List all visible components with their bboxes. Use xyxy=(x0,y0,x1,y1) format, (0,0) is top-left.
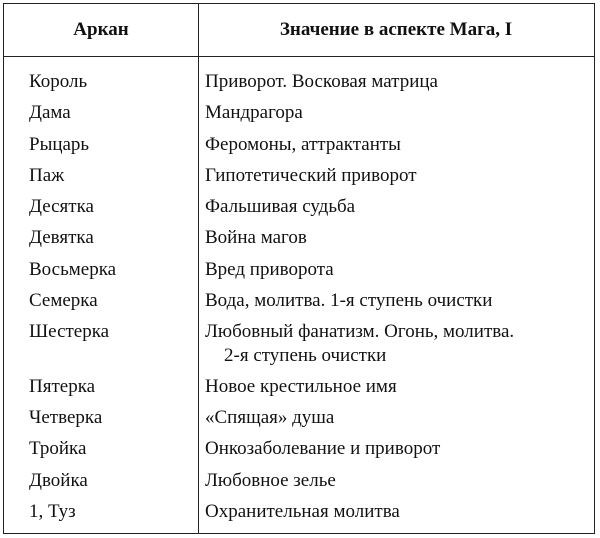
header-rule xyxy=(4,56,594,57)
arcan-cell: Девятка xyxy=(29,227,94,249)
table-row xyxy=(4,465,594,496)
table-row xyxy=(4,496,594,527)
arcan-cell: Король xyxy=(29,71,88,92)
arcan-cell: Шестерка xyxy=(29,321,110,343)
table-row xyxy=(4,222,594,253)
meaning-cell: Охранительная молитва xyxy=(205,500,400,522)
arcan-cell: Паж xyxy=(29,164,65,186)
arcana-table xyxy=(3,3,595,534)
table-row xyxy=(4,402,594,433)
arcan-cell: Двойка xyxy=(29,469,88,491)
header-arcan: Аркан xyxy=(73,19,129,40)
table-row xyxy=(4,316,594,367)
arcan-cell: Тройка xyxy=(29,438,87,460)
table-body xyxy=(4,66,594,527)
meaning-cell: Вред приворота xyxy=(205,258,334,280)
arcan-cell: Дама xyxy=(29,102,71,124)
arcan-cell: Четверка xyxy=(29,406,103,428)
table-row xyxy=(4,97,594,128)
meaning-cell: Война магов xyxy=(205,227,307,249)
meaning-cell: Новое крестильное имя xyxy=(205,375,397,397)
arcan-cell: Пятерка xyxy=(29,375,96,397)
table-row xyxy=(4,433,594,464)
arcan-cell: Рыцарь xyxy=(29,133,90,155)
meaning-cell: Любовный фанатизм. Огонь, молитва. xyxy=(205,321,515,343)
table-row xyxy=(4,191,594,222)
meaning-cell: Онкозаболевание и приворот xyxy=(205,438,441,460)
meaning-cell: Феромоны, аттрактанты xyxy=(205,133,401,155)
header-meaning: Значение в аспекте Мага, I xyxy=(279,19,513,40)
meaning-cell: Фальшивая судьба xyxy=(205,196,356,218)
meaning-cell: Приворот. Восковая матрица xyxy=(205,71,438,92)
meaning-cell: Вода, молитва. 1-я ступень очистки xyxy=(205,290,493,312)
meaning-cell: «Спящая» душа xyxy=(205,406,335,428)
arcan-cell: Восьмерка xyxy=(29,258,117,280)
table-row xyxy=(4,160,594,191)
arcan-cell: 1, Туз xyxy=(29,500,76,522)
meaning-cell: Мандрагора xyxy=(205,102,303,124)
meaning-cell-continuation: 2-я ступень очистки xyxy=(224,344,387,366)
table-row xyxy=(4,371,594,402)
table-row xyxy=(4,129,594,160)
arcan-cell: Семерка xyxy=(29,290,98,312)
arcan-cell: Десятка xyxy=(29,196,94,218)
meaning-cell: Любовное зелье xyxy=(205,469,336,491)
meaning-cell: Гипотетический приворот xyxy=(205,164,417,186)
table-row xyxy=(4,285,594,316)
table-row xyxy=(4,254,594,285)
table-row xyxy=(4,66,594,97)
